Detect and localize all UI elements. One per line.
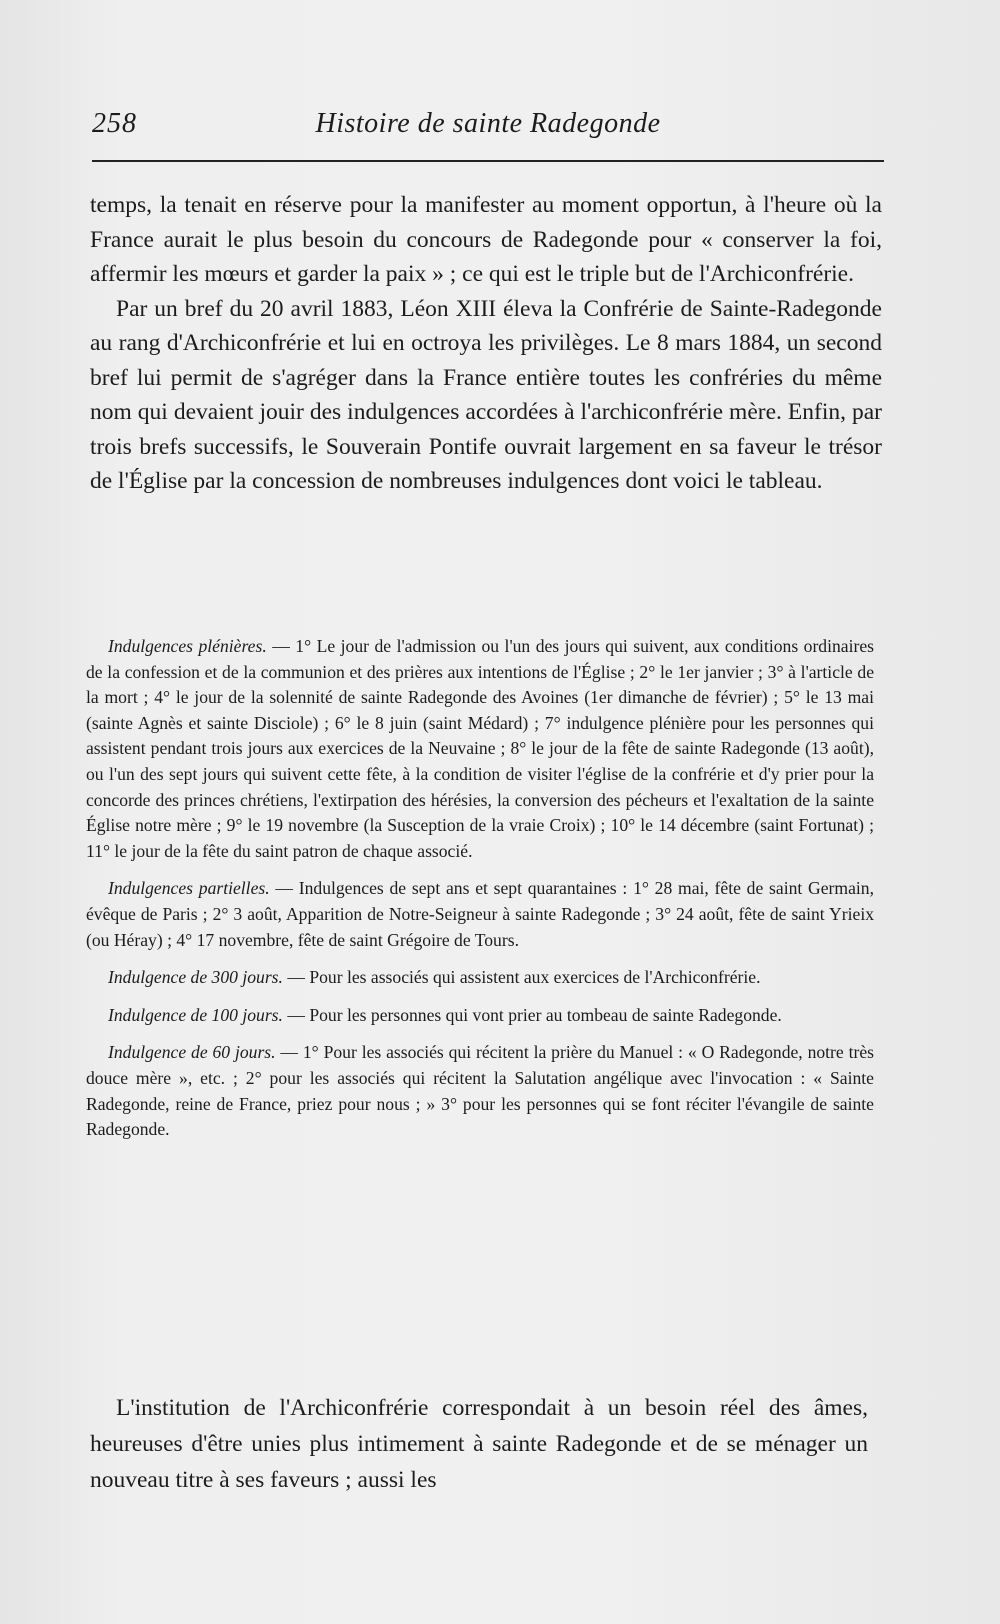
indulgence-entry (86, 634, 874, 864)
paragraph-institution: L'institution de l'Archiconfrérie correspondait à un besoin réel des âmes, heureuses d'être unies plus intimement à sainte Radegonde et de se ménager un nouveau titre à ses faveurs ; aussi les (90, 1395, 868, 1493)
indulgence-entry (86, 1040, 874, 1142)
paragraph-briefs: Par un bref du 20 avril 1883, Léon XIII éleva la Confrérie de Sainte-Radegonde au rang d'Archiconfrérie et lui en octroya les privilèges. Le 8 mars 1884, un second bref lui permit de s'agréger dans la France entière toutes les confréries du même nom qui devaient jouir des indulgences accordées à l'archiconfrérie mère. Enfin, par trois brefs successifs, le Souverain Pontife ouvrait largement en sa faveur le trésor de l'Église par la concession de nombreuses indulgences dont voici le tableau. (90, 295, 882, 494)
indulgence-heading: Indulgence de 100 jours. (108, 1004, 283, 1025)
indulgence-entry (86, 876, 874, 953)
running-title: Histoire de sainte Radegonde (315, 108, 661, 139)
main-text (90, 188, 882, 499)
header-rule (92, 160, 884, 162)
indulgence-heading: Indulgences plénières. (108, 636, 267, 656)
page-number: 258 (92, 108, 137, 139)
indulgences-list (86, 634, 874, 1155)
paragraph-continuation: temps, la tenait en réserve pour la manifester au moment opportun, à l'heure où la France aurait le plus besoin du concours de Radegonde pour « conserver la foi, affermir les mœurs et garder la paix » ; ce qui est le triple but de l'Archiconfrérie. (90, 192, 882, 287)
indulgence-heading: Indulgences partielles. (108, 878, 270, 899)
page-header (92, 108, 884, 152)
indulgence-text: — 1° Pour les associés qui récitent la prière du Manuel : « O Radegonde, notre très douce mère », etc. ; 2° pour les associés qui récitent la Salutation angélique avec l'invocation : « Sainte Radegonde, reine de France, priez pour nous ; » 3° pour les personnes qui se font réciter l'évangile de sainte Radegonde. (86, 1042, 874, 1140)
closing-text (90, 1390, 868, 1498)
indulgence-text: — Indulgences de sept ans et sept quarantaines : 1° 28 mai, fête de saint Germain, évêque de Paris ; 2° 3 août, Apparition de Notre-Seigneur à sainte Radegonde ; 3° 24 août, fête de saint Yrieix (ou Héray) ; 4° 17 novembre, fête de saint Grégoire de Tours. (86, 878, 874, 950)
indulgence-text: — Pour les associés qui assistent aux exercices de l'Archiconfrérie. (282, 967, 761, 988)
indulgence-heading: Indulgence de 60 jours. (108, 1042, 276, 1063)
indulgence-text: — 1° Le jour de l'admission ou l'un des jours qui suivent, aux conditions ordinaires de la confession et de la communion et des prières aux intentions de l'Église ; 2° le 1er janvier ; 3° à l'article de la mort ; 4° le jour de la solennité de sainte Radegonde des Avoines (1er dimanche de février) ; 5° le 13 mai (sainte Agnès et sainte Disciole) ; 6° le 8 juin (saint Médard) ; 7° indulgence plénière pour les personnes qui assistent pendant trois jours aux exercices de la Neuvaine ; 8° le jour de la fête de sainte Radegonde (13 août), ou l'un des sept jours qui suivent cette fête, à la condition de visiter l'église de la confrérie et d'y prier pour la concorde des princes chrétiens, l'extirpation des hérésies, la conversion des pécheurs et l'exaltation de la sainte Église notre mère ; 9° le 19 novembre (la Susception de la vraie Croix) ; 10° le 14 décembre (saint Fortunat) ; 11° le jour de la fête du saint patron de chaque associé. (86, 636, 875, 861)
indulgence-text: — Pour les personnes qui vont prier au tombeau de sainte Radegonde. (282, 1004, 782, 1025)
indulgence-heading: Indulgence de 300 jours. (108, 967, 283, 988)
indulgence-entry (86, 965, 874, 991)
indulgence-entry (86, 1003, 874, 1029)
